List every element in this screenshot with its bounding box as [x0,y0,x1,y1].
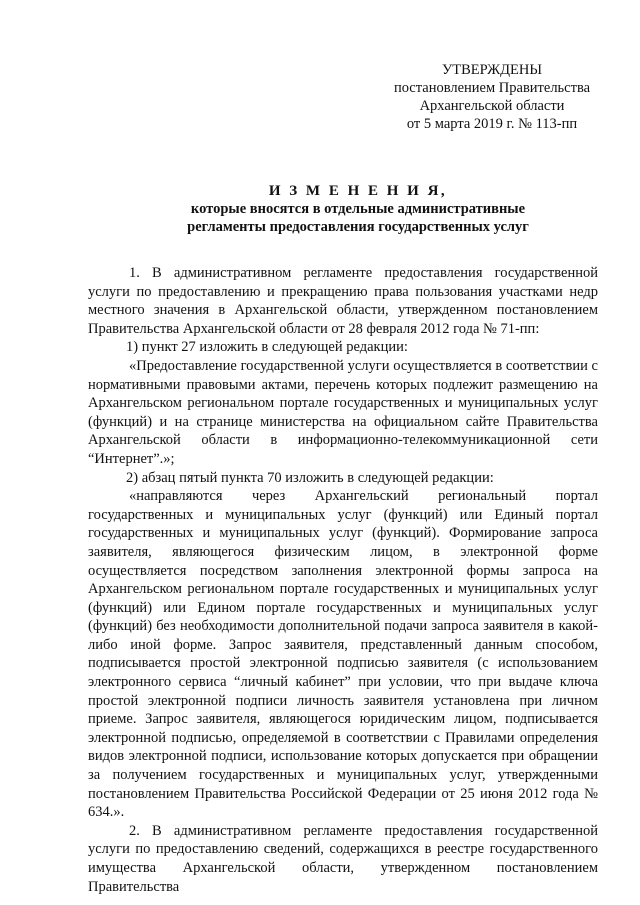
subitem-1-heading: 1) пункт 27 изложить в следующей редакции: [126,339,408,356]
document-title: И З М Е Н Е Н И Я, [268,183,448,199]
paragraph-item-1: 1. В административном регламенте предоставления государственной услуги по предоставлению и прекращению права пользования участками недр местного значения в Архангельской области, утвержденном постановлением Правительства Архангельской области от 28 февраля 2012 года № 71-пп: [88,265,598,337]
approval-line-1: УТВЕРЖДЕНЫ [441,62,543,78]
approval-line-2: постановлением Правительства [393,80,591,96]
paragraph-quote-1: «Предоставление государственной услуги осуществляется в соответствии с нормативными правовыми актами, перечень которых подлежит размещению на Архангельском региональном портале государственных и муниципальных услуг (функций) и на странице министерства на официальном сайте Правительства Архангельской области в информационно-телекоммуникационной сети “Интернет”.»; [88,357,598,467]
document-body [88,264,598,896]
subitem-2-heading: 2) абзац пятый пункта 70 изложить в следующей редакции: [126,469,494,486]
document-subtitle-line-1: которые вносятся в отдельные административные [190,201,526,217]
paragraph-item-2: 2. В административном регламенте предоставления государственной услуги по предоставлению сведений, содержащихся в реестре государственного имущества Архангельской области, утвержденном постановлением Правительства [88,822,598,895]
approval-stamp [372,61,612,133]
paragraph-quote-2: «направляются через Архангельский региональный портал государственных и муниципальных услуг (функций) или Единый портал государственных и муниципальных услуг (функций). Формирование запроса заявителя, являющегося физическим лицом, в электронной форме осуществляется посредством заполнения электронной формы запроса на Архангельском региональном портале государственных и муниципальных услуг (функций) или Едином портале государственных и муниципальных услуг (функций) без необходимости дополнительной подачи запроса заявителя в какой-либо иной форме. Запрос заявителя, представленный данным способом, подписывается простой электронной подписью заявителя (с использованием электронного сервиса “личный кабинет” при условии, что при выдаче ключа простой электронной подписи личность заявителя установлена при личном приеме. Запрос заявителя, являющегося юридическим лицом, подписывается электронной подписью, определяемой в соответствии с Правилами определения видов электронной подписи, использование которых допускается при обращении за получением государственных и муниципальных услуг, утвержденными постановлением Правительства Российской Федерации от 25 июня 2012 года № 634.». [88,488,598,821]
document-subtitle-line-2: регламенты предоставления государственных услуг [187,219,529,235]
approval-line-4: от 5 марта 2019 г. № 113-пп [406,116,578,132]
approval-line-3: Архангельской области [419,98,565,114]
